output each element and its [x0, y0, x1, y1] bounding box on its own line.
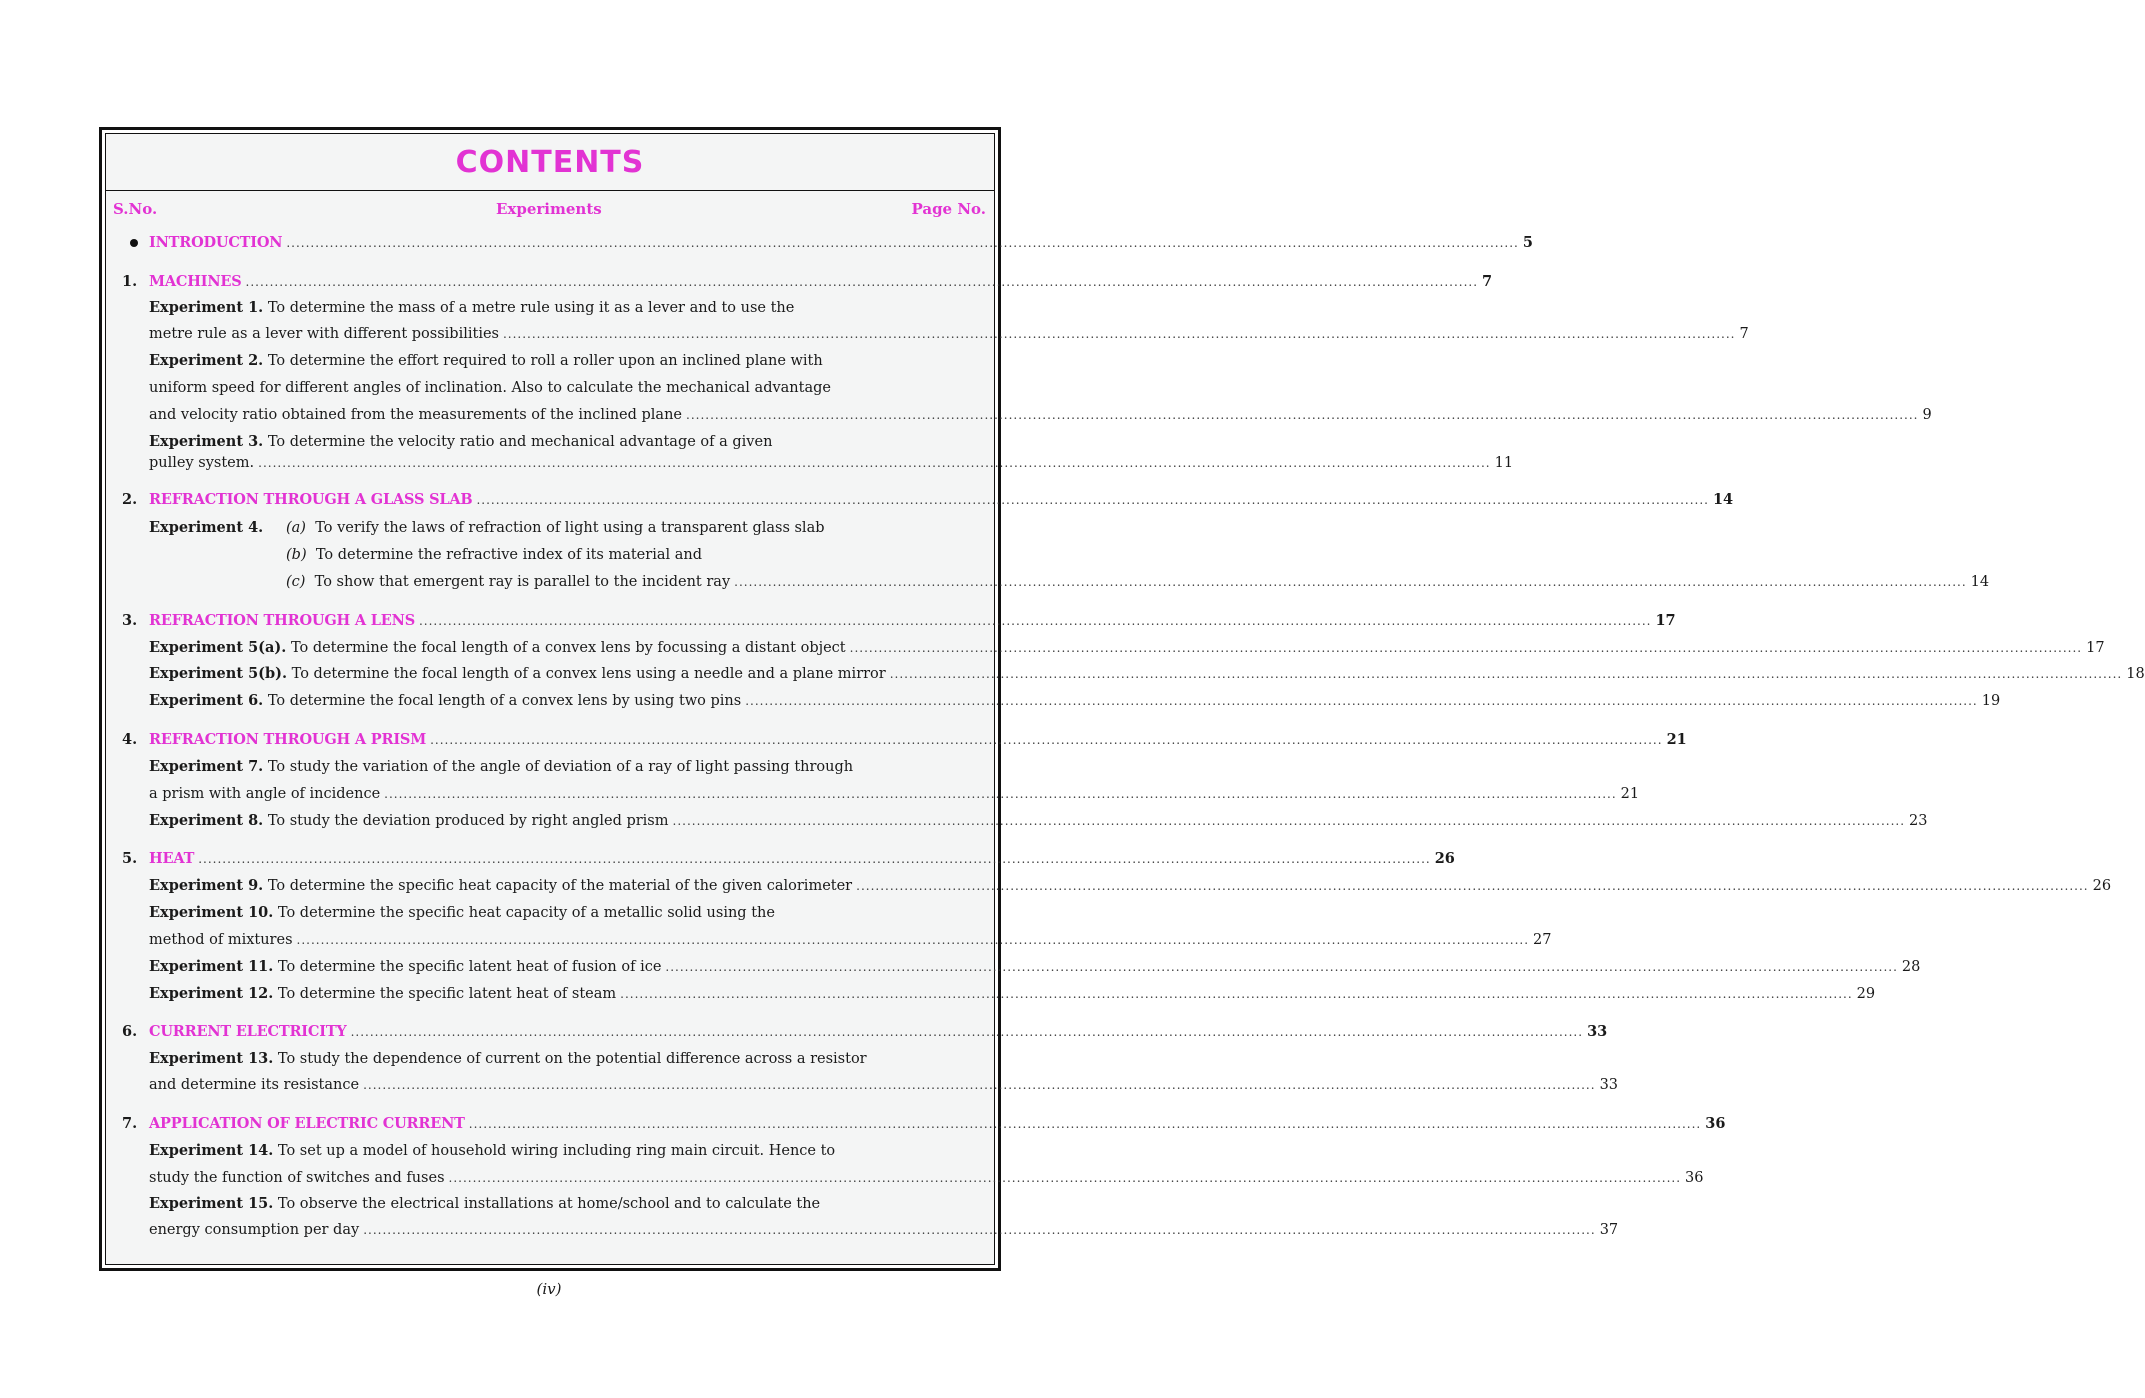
toc-intro[interactable]: INTRODUCTION ................................................................................................................................................................................................................................................................ 5: [106, 232, 994, 254]
toc-experiment-line[interactable]: pulley system. ................................................................................................................................................................................................................................................................ 11: [149, 455, 1514, 471]
toc-chapter[interactable]: 3. REFRACTION THROUGH A LENS ................................................................................................................................................................................................................................................................ 17: [106, 610, 994, 632]
toc-chapter[interactable]: 2. REFRACTION THROUGH A GLASS SLAB ................................................................................................................................................................................................................................................................ 14: [106, 489, 994, 511]
title-band: [106, 134, 994, 191]
page-number: 7: [1482, 273, 1493, 290]
toc-experiment: Experiment 10. To determine the specific heat capacity of a metallic solid using the: [149, 904, 775, 921]
chapter-title: MACHINES: [149, 273, 242, 290]
toc-experiment-line[interactable]: Experiment 9. To determine the specific heat capacity of the material of the given calorimeter ................................................................................................................................................................................................................................................................ 26: [149, 877, 2112, 894]
toc-experiment: Experiment 2. To determine the effort required to roll a roller upon an inclined plane with: [149, 352, 823, 369]
chapter-title: APPLICATION OF ELECTRIC CURRENT: [149, 1115, 465, 1132]
toc-experiment: Experiment 4. (a) To verify the laws of refraction of light using a transparent glass slab: [149, 519, 825, 536]
chapter-title: REFRACTION THROUGH A LENS: [149, 612, 415, 629]
toc-chapter[interactable]: 7. APPLICATION OF ELECTRIC CURRENT ................................................................................................................................................................................................................................................................ 36: [106, 1113, 994, 1135]
page-number: 5: [1522, 234, 1533, 251]
toc-chapter[interactable]: 6. CURRENT ELECTRICITY ................................................................................................................................................................................................................................................................ 33: [106, 1021, 994, 1043]
toc-experiment-line[interactable]: Experiment 5(b). To determine the focal length of a convex lens using a needle and a plane mirror ................................................................................................................................................................................................................................................................ 18: [149, 665, 2145, 682]
contents-frame: [99, 127, 2145, 1271]
chapter-title: CURRENT ELECTRICITY: [149, 1023, 347, 1040]
toc-experiment-line[interactable]: a prism with angle of incidence ................................................................................................................................................................................................................................................................ 21: [149, 786, 1640, 802]
page-number: 14: [1712, 491, 1734, 508]
toc-experiment: Experiment 15. To observe the electrical installations at home/school and to calculate the: [149, 1195, 821, 1212]
page-number-roman: iv: [542, 1280, 556, 1298]
page-number: 33: [1587, 1023, 1608, 1040]
contents-panel: [105, 133, 2145, 1265]
toc-experiment-line[interactable]: method of mixtures ................................................................................................................................................................................................................................................................ 27: [149, 932, 1552, 948]
header-page: Page No.: [911, 200, 986, 218]
toc-experiment: Experiment 3. To determine the velocity ratio and mechanical advantage of a given: [149, 433, 773, 450]
toc-chapter[interactable]: 5. HEAT ................................................................................................................................................................................................................................................................ 26: [106, 848, 994, 870]
toc-experiment: Experiment 14. To set up a model of household wiring including ring main circuit. Hence to: [149, 1142, 836, 1159]
page-footer: (iv): [536, 1280, 562, 1298]
toc-experiment-line[interactable]: Experiment 8. To study the deviation produced by right angled prism ................................................................................................................................................................................................................................................................ 23: [149, 812, 1928, 829]
toc-experiment-line: (b) To determine the refractive index of its material and: [286, 547, 702, 563]
toc-experiment-line: uniform speed for different angles of inclination. Also to calculate the mechanical advantage: [149, 380, 831, 396]
toc-experiment-line[interactable]: Experiment 6. To determine the focal length of a convex lens by using two pins ................................................................................................................................................................................................................................................................ 19: [149, 692, 2001, 709]
toc-experiment-line[interactable]: study the function of switches and fuses ................................................................................................................................................................................................................................................................ 36: [149, 1170, 1704, 1186]
header-sno: S.No.: [113, 200, 158, 218]
toc-experiment-line[interactable]: Experiment 5(a). To determine the focal length of a convex lens by focussing a distant object ................................................................................................................................................................................................................................................................ 17: [149, 639, 2105, 656]
page-number: 17: [1655, 612, 1676, 629]
toc-experiment-line[interactable]: Experiment 12. To determine the specific latent heat of steam ................................................................................................................................................................................................................................................................ 29: [149, 985, 1876, 1002]
toc-chapter[interactable]: 4. REFRACTION THROUGH A PRISM ................................................................................................................................................................................................................................................................ 21: [106, 729, 994, 751]
toc-chapter[interactable]: 1. MACHINES ................................................................................................................................................................................................................................................................ 7: [106, 271, 994, 293]
chapter-title: REFRACTION THROUGH A GLASS SLAB: [149, 491, 473, 508]
toc-experiment: Experiment 1. To determine the mass of a metre rule using it as a lever and to use the: [149, 299, 795, 316]
header-experiments: Experiments: [496, 200, 602, 218]
toc-experiment-line[interactable]: metre rule as a lever with different possibilities ................................................................................................................................................................................................................................................................ 7: [149, 326, 1749, 342]
toc-experiment-line[interactable]: (c) To show that emergent ray is parallel to the incident ray ................................................................................................................................................................................................................................................................ 14: [286, 574, 1990, 590]
page-title: CONTENTS: [455, 144, 645, 180]
toc-experiment-line[interactable]: and determine its resistance ................................................................................................................................................................................................................................................................ 33: [149, 1077, 1619, 1093]
chapter-title: INTRODUCTION: [149, 234, 283, 251]
chapter-title: HEAT: [149, 850, 195, 867]
toc-experiment: Experiment 7. To study the variation of the angle of deviation of a ray of light passing through: [149, 758, 854, 775]
chapter-title: REFRACTION THROUGH A PRISM: [149, 731, 427, 748]
toc-experiment: Experiment 13. To study the dependence of current on the potential difference across a resistor: [149, 1050, 867, 1067]
page-number: 26: [1434, 850, 1455, 867]
toc-experiment-line[interactable]: energy consumption per day ................................................................................................................................................................................................................................................................ 37: [149, 1222, 1619, 1238]
page-number: 21: [1666, 731, 1687, 748]
bullet-icon: [130, 239, 138, 247]
toc-experiment-line[interactable]: and velocity ratio obtained from the measurements of the inclined plane ................................................................................................................................................................................................................................................................ 9: [149, 407, 1932, 423]
toc-experiment-line[interactable]: Experiment 11. To determine the specific latent heat of fusion of ice ................................................................................................................................................................................................................................................................ 28: [149, 958, 1921, 975]
page-number: 36: [1705, 1115, 1726, 1132]
